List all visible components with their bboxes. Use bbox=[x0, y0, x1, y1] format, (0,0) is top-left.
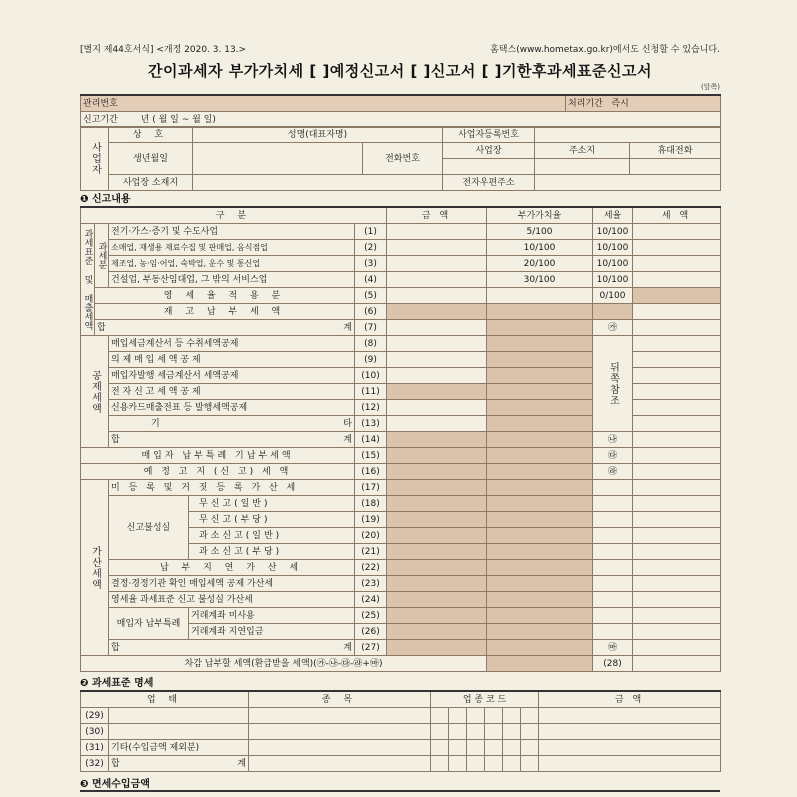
reg-no-label: 사업자등록번호 bbox=[443, 127, 535, 143]
email-field[interactable] bbox=[535, 175, 721, 191]
row-number: (10) bbox=[355, 368, 387, 384]
code-digit[interactable] bbox=[485, 756, 503, 772]
workplace-label: 사업장 bbox=[443, 143, 535, 159]
col-tax: 세 액 bbox=[633, 207, 721, 224]
code-digit[interactable] bbox=[521, 708, 539, 724]
tax-cell[interactable] bbox=[633, 272, 721, 288]
vat-rate-cell-disabled bbox=[487, 400, 593, 416]
group-nonreport-label: 신고불성실 bbox=[109, 496, 189, 560]
vat-rate-cell-disabled bbox=[487, 560, 593, 576]
vat-rate-cell-disabled bbox=[487, 384, 593, 400]
group-base-label: 과세표준 및 매출세액 bbox=[81, 224, 95, 336]
detail-amount-cell[interactable] bbox=[539, 756, 721, 772]
col-vat-rate: 부가가치율 bbox=[487, 207, 593, 224]
vat-rate-cell: 30/100 bbox=[487, 272, 593, 288]
birth-field[interactable] bbox=[193, 143, 363, 175]
section-exempt-title: ❸ 면세수입금액 bbox=[80, 779, 150, 790]
email-label: 전자우편주소 bbox=[443, 175, 535, 191]
tax-cell[interactable] bbox=[633, 336, 721, 352]
row-number: (1) bbox=[355, 224, 387, 240]
amount-cell-disabled bbox=[387, 640, 487, 656]
code-digit[interactable] bbox=[503, 756, 521, 772]
group-taxable-label: 과세분 bbox=[95, 224, 109, 288]
row-label: 과소신고(일반) bbox=[189, 528, 355, 544]
col-code: 업 종 코 드 bbox=[431, 691, 539, 708]
vat-rate-cell-disabled bbox=[487, 496, 593, 512]
row-label: 전 자 신 고 세 액 공 제 bbox=[109, 384, 355, 400]
vat-rate-cell: 20/100 bbox=[487, 256, 593, 272]
amount-cell-disabled bbox=[387, 528, 487, 544]
row-number: (29) bbox=[81, 708, 109, 724]
tax-rate-cell: 10/100 bbox=[593, 240, 633, 256]
row-label: 제조업, 농·임·어업, 숙박업, 운수 및 통신업 bbox=[109, 256, 355, 272]
vat-rate-cell-disabled bbox=[487, 448, 593, 464]
tax-rate-cell bbox=[593, 560, 633, 576]
tax-cell[interactable] bbox=[633, 512, 721, 528]
tax-rate-cell bbox=[593, 624, 633, 640]
vat-rate-cell-disabled bbox=[487, 368, 593, 384]
amount-cell-disabled bbox=[387, 432, 487, 448]
tax-cell[interactable] bbox=[633, 352, 721, 368]
row-label: 합 계 bbox=[109, 756, 249, 772]
amount-cell[interactable] bbox=[387, 224, 487, 240]
tax-cell[interactable] bbox=[633, 256, 721, 272]
vat-rate-cell-disabled bbox=[487, 640, 593, 656]
code-digit[interactable] bbox=[503, 708, 521, 724]
detail-amount-cell[interactable] bbox=[539, 740, 721, 756]
vat-rate-cell-disabled bbox=[487, 592, 593, 608]
code-digit[interactable] bbox=[431, 756, 449, 772]
row-number: (15) bbox=[355, 448, 387, 464]
amount-cell-disabled bbox=[387, 384, 487, 400]
row-number: (30) bbox=[81, 724, 109, 740]
row-number: (16) bbox=[355, 464, 387, 480]
row-number: (3) bbox=[355, 256, 387, 272]
code-digit[interactable] bbox=[467, 756, 485, 772]
report-period: 신고기간 년 ( 월 일 ~ 월 일) bbox=[81, 112, 721, 128]
row-number: (7) bbox=[355, 320, 387, 336]
col-amount: 금 액 bbox=[387, 207, 487, 224]
row-number: (20) bbox=[355, 528, 387, 544]
tax-rate-cell-disabled bbox=[593, 304, 633, 320]
mobile-field[interactable] bbox=[630, 159, 721, 175]
row-number: (24) bbox=[355, 592, 387, 608]
exempt-table-top bbox=[80, 790, 720, 792]
amount-cell-disabled bbox=[387, 544, 487, 560]
code-digit[interactable] bbox=[449, 756, 467, 772]
amount-cell-disabled bbox=[387, 560, 487, 576]
business-table bbox=[80, 126, 721, 191]
row-number: (2) bbox=[355, 240, 387, 256]
detail-amount-cell[interactable] bbox=[539, 708, 721, 724]
row-label: 신용카드매출전표 등 발행세액공제 bbox=[109, 400, 355, 416]
vat-rate-cell: 10/100 bbox=[487, 240, 593, 256]
form-number: [별지 제44호서식] <개정 2020. 3. 13.> bbox=[80, 45, 247, 55]
code-digit[interactable] bbox=[449, 740, 467, 756]
code-digit[interactable] bbox=[467, 740, 485, 756]
row-label: 합 계 bbox=[95, 320, 355, 336]
tax-rate-cell bbox=[593, 592, 633, 608]
row-label: 매입세금계산서 등 수취세액공제 bbox=[109, 336, 355, 352]
subtotal-mark: ㉲ bbox=[593, 640, 633, 656]
vat-rate-cell-disabled bbox=[487, 416, 593, 432]
tax-rate-cell: 10/100 bbox=[593, 256, 633, 272]
row-label: 합 계 bbox=[109, 432, 355, 448]
residence-phone-field[interactable] bbox=[535, 159, 630, 175]
code-digit[interactable] bbox=[467, 708, 485, 724]
row-label: 전기·가스·증기 및 수도사업 bbox=[109, 224, 355, 240]
processing-period: 처리기간 즉시 bbox=[566, 95, 721, 112]
subtotal-mark: ㉮ bbox=[593, 320, 633, 336]
row-label: 결정·경정기관 확인 매입세액 공제 가산세 bbox=[109, 576, 355, 592]
row-label: 무신고(일반) bbox=[189, 496, 355, 512]
amount-cell-disabled bbox=[387, 624, 487, 640]
row-number: (22) bbox=[355, 560, 387, 576]
row-number: (27) bbox=[355, 640, 387, 656]
amount-cell[interactable] bbox=[387, 352, 487, 368]
report-table bbox=[80, 206, 721, 672]
code-digit[interactable] bbox=[449, 708, 467, 724]
amount-cell-disabled bbox=[387, 496, 487, 512]
col-business: 업 태 bbox=[81, 691, 249, 708]
tax-cell[interactable] bbox=[633, 240, 721, 256]
tax-cell[interactable] bbox=[633, 320, 721, 336]
code-digit[interactable] bbox=[449, 724, 467, 740]
row-label: 기 타 bbox=[109, 416, 355, 432]
item-cell[interactable] bbox=[249, 740, 431, 756]
vat-rate-cell-disabled bbox=[487, 464, 593, 480]
tax-cell[interactable] bbox=[633, 592, 721, 608]
amount-cell[interactable] bbox=[387, 416, 487, 432]
final-tax-number: (28) bbox=[593, 656, 633, 672]
amount-cell-disabled bbox=[387, 448, 487, 464]
hometax-note: 홈택스(www.hometax.go.kr)에서도 신청할 수 있습니다. bbox=[490, 45, 720, 55]
tax-rate-cell bbox=[593, 496, 633, 512]
workplace-phone-field[interactable] bbox=[443, 159, 535, 175]
row-label: 의 제 매 입 세 액 공 제 bbox=[109, 352, 355, 368]
row-number: (5) bbox=[355, 288, 387, 304]
tax-cell[interactable] bbox=[633, 368, 721, 384]
vat-rate-cell bbox=[487, 288, 593, 304]
row-number: (25) bbox=[355, 608, 387, 624]
vat-rate-cell-disabled bbox=[487, 432, 593, 448]
row-label: 영세율 과세표준 신고 불성실 가산세 bbox=[109, 592, 355, 608]
vat-rate-cell: 5/100 bbox=[487, 224, 593, 240]
final-tax-label: 차감 납부할 세액(환급받을 세액)(㉮-㉯-㉰-㉱+㉲) bbox=[81, 656, 487, 672]
amount-cell[interactable] bbox=[387, 320, 487, 336]
vat-rate-cell-disabled bbox=[487, 576, 593, 592]
row-number: (19) bbox=[355, 512, 387, 528]
tax-rate-cell bbox=[593, 544, 633, 560]
row-label: 납 부 지 연 가 산 세 bbox=[109, 560, 355, 576]
col-item: 종 목 bbox=[249, 691, 431, 708]
row-label: 무신고(부당) bbox=[189, 512, 355, 528]
tax-cell[interactable] bbox=[633, 544, 721, 560]
page-side: (앞쪽) bbox=[701, 83, 720, 91]
amount-cell-disabled bbox=[387, 608, 487, 624]
tax-cell[interactable] bbox=[633, 560, 721, 576]
tax-rate-cell: 10/100 bbox=[593, 272, 633, 288]
tax-rate-cell bbox=[593, 608, 633, 624]
row-label: 합 계 bbox=[109, 640, 355, 656]
col-detail-amount: 금 액 bbox=[539, 691, 721, 708]
amount-cell-disabled bbox=[387, 304, 487, 320]
row-label: 건설업, 부동산임대업, 그 밖의 서비스업 bbox=[109, 272, 355, 288]
vat-rate-cell-disabled bbox=[487, 352, 593, 368]
address-field[interactable] bbox=[193, 175, 443, 191]
row-label: 재 고 납 부 세 액 bbox=[95, 304, 355, 320]
tax-cell[interactable] bbox=[633, 528, 721, 544]
subtotal-mark: ㉯ bbox=[593, 432, 633, 448]
amount-cell[interactable] bbox=[387, 368, 487, 384]
vat-rate-cell-disabled bbox=[487, 304, 593, 320]
item-cell[interactable] bbox=[249, 724, 431, 740]
subtotal-mark: ㉱ bbox=[593, 464, 633, 480]
address-label: 사업장 소재지 bbox=[109, 175, 193, 191]
tax-cell[interactable] bbox=[633, 464, 721, 480]
code-digit[interactable] bbox=[503, 724, 521, 740]
vat-rate-cell-disabled bbox=[487, 336, 593, 352]
rep-name-label: 성명(대표자명) bbox=[193, 127, 443, 143]
tax-cell[interactable] bbox=[633, 480, 721, 496]
row-number: (14) bbox=[355, 432, 387, 448]
row-label: 거래계좌 미사용 bbox=[189, 608, 355, 624]
code-digit[interactable] bbox=[431, 724, 449, 740]
tax-cell[interactable] bbox=[633, 448, 721, 464]
code-digit[interactable] bbox=[503, 740, 521, 756]
item-cell[interactable] bbox=[249, 708, 431, 724]
code-digit[interactable] bbox=[521, 740, 539, 756]
code-digit[interactable] bbox=[467, 724, 485, 740]
code-digit[interactable] bbox=[485, 724, 503, 740]
business-type-cell[interactable] bbox=[109, 708, 249, 724]
tax-cell[interactable] bbox=[633, 496, 721, 512]
business-type-cell[interactable] bbox=[109, 724, 249, 740]
row-number: (26) bbox=[355, 624, 387, 640]
vat-rate-cell-disabled bbox=[487, 656, 593, 672]
row-number: (12) bbox=[355, 400, 387, 416]
vat-rate-cell-disabled bbox=[487, 320, 593, 336]
residence-label: 주소지 bbox=[535, 143, 630, 159]
base-detail-table bbox=[80, 690, 721, 772]
row-number: (9) bbox=[355, 352, 387, 368]
section-base-detail-title: ❷ 과세표준 명세 bbox=[80, 678, 154, 689]
group-deduction-label: 공제세액 bbox=[81, 336, 109, 448]
row-number: (11) bbox=[355, 384, 387, 400]
row-label: 거래계좌 지연입금 bbox=[189, 624, 355, 640]
amount-cell[interactable] bbox=[387, 240, 487, 256]
row-number: (18) bbox=[355, 496, 387, 512]
row-label: 매입자 납부특례 기납부세액 bbox=[81, 448, 355, 464]
phone-label: 전화번호 bbox=[363, 143, 443, 175]
tax-cell[interactable] bbox=[633, 416, 721, 432]
row-number: (8) bbox=[355, 336, 387, 352]
tax-cell[interactable] bbox=[633, 432, 721, 448]
code-digit[interactable] bbox=[521, 756, 539, 772]
group-penalty-label: 가산세액 bbox=[81, 480, 109, 656]
back-reference: 뒤쪽참조 bbox=[593, 336, 633, 432]
amount-cell-disabled bbox=[387, 480, 487, 496]
business-section-label: 사업자 bbox=[81, 127, 109, 191]
amount-cell[interactable] bbox=[387, 336, 487, 352]
tax-cell[interactable] bbox=[633, 624, 721, 640]
amount-cell[interactable] bbox=[387, 400, 487, 416]
amount-cell-disabled bbox=[387, 592, 487, 608]
vat-rate-cell-disabled bbox=[487, 528, 593, 544]
amount-cell[interactable] bbox=[387, 272, 487, 288]
code-digit[interactable] bbox=[431, 708, 449, 724]
col-category: 구 분 bbox=[81, 207, 387, 224]
row-number: (32) bbox=[81, 756, 109, 772]
code-digit[interactable] bbox=[431, 740, 449, 756]
amount-cell[interactable] bbox=[387, 256, 487, 272]
vat-rate-cell-disabled bbox=[487, 480, 593, 496]
subtotal-mark: ㉰ bbox=[593, 448, 633, 464]
tax-cell-disabled bbox=[633, 288, 721, 304]
tax-rate-cell bbox=[593, 480, 633, 496]
row-number: (4) bbox=[355, 272, 387, 288]
row-label: 영 세 율 적 용 분 bbox=[95, 288, 355, 304]
row-number: (6) bbox=[355, 304, 387, 320]
row-label: 소매업, 재생용 재료수집 및 판매업, 음식점업 bbox=[109, 240, 355, 256]
amount-cell-disabled bbox=[387, 576, 487, 592]
item-cell[interactable] bbox=[249, 756, 431, 772]
tax-cell[interactable] bbox=[633, 608, 721, 624]
amount-cell-disabled bbox=[387, 464, 487, 480]
tax-cell[interactable] bbox=[633, 400, 721, 416]
mobile-label: 휴대전화 bbox=[630, 143, 721, 159]
row-number: (17) bbox=[355, 480, 387, 496]
row-label: 기타(수입금액 제외분) bbox=[109, 740, 249, 756]
vat-rate-cell-disabled bbox=[487, 608, 593, 624]
vat-rate-cell-disabled bbox=[487, 624, 593, 640]
group-buyer-label: 매입자 납부특례 bbox=[109, 608, 189, 640]
tax-cell[interactable] bbox=[633, 224, 721, 240]
row-number: (23) bbox=[355, 576, 387, 592]
tax-rate-cell bbox=[593, 528, 633, 544]
final-tax-cell[interactable] bbox=[633, 656, 721, 672]
row-label: 매입자발행 세금계산서 세액공제 bbox=[109, 368, 355, 384]
code-digit[interactable] bbox=[485, 740, 503, 756]
vat-rate-cell-disabled bbox=[487, 512, 593, 528]
birth-label: 생년월일 bbox=[109, 143, 193, 175]
row-label: 미 등 록 및 거 짓 등 록 가 산 세 bbox=[109, 480, 355, 496]
vat-rate-cell-disabled bbox=[487, 544, 593, 560]
form-title: 간이과세자 부가가치세 [ ]예정신고서 [ ]신고서 [ ]기한후과세표준신고서 bbox=[148, 62, 652, 80]
top-info-table bbox=[80, 94, 721, 128]
row-number: (31) bbox=[81, 740, 109, 756]
tax-cell[interactable] bbox=[633, 640, 721, 656]
tax-cell[interactable] bbox=[633, 304, 721, 320]
detail-amount-cell[interactable] bbox=[539, 724, 721, 740]
amount-cell-disabled bbox=[387, 512, 487, 528]
row-label: 과소신고(부당) bbox=[189, 544, 355, 560]
tax-cell[interactable] bbox=[633, 384, 721, 400]
tax-rate-cell: 0/100 bbox=[593, 288, 633, 304]
amount-cell[interactable] bbox=[387, 288, 487, 304]
section-report-title: ❶ 신고내용 bbox=[80, 194, 131, 205]
code-digit[interactable] bbox=[521, 724, 539, 740]
code-digit[interactable] bbox=[485, 708, 503, 724]
col-tax-rate: 세율 bbox=[593, 207, 633, 224]
row-number: (13) bbox=[355, 416, 387, 432]
row-number: (21) bbox=[355, 544, 387, 560]
tax-rate-cell bbox=[593, 576, 633, 592]
trade-name-label: 상 호 bbox=[109, 127, 193, 143]
tax-cell[interactable] bbox=[633, 576, 721, 592]
tax-rate-cell: 10/100 bbox=[593, 224, 633, 240]
tax-rate-cell bbox=[593, 512, 633, 528]
management-number: 관리번호 bbox=[81, 95, 566, 112]
reg-no-field[interactable] bbox=[535, 127, 721, 143]
row-label: 예 정 고 지 (신 고) 세 액 bbox=[81, 464, 355, 480]
